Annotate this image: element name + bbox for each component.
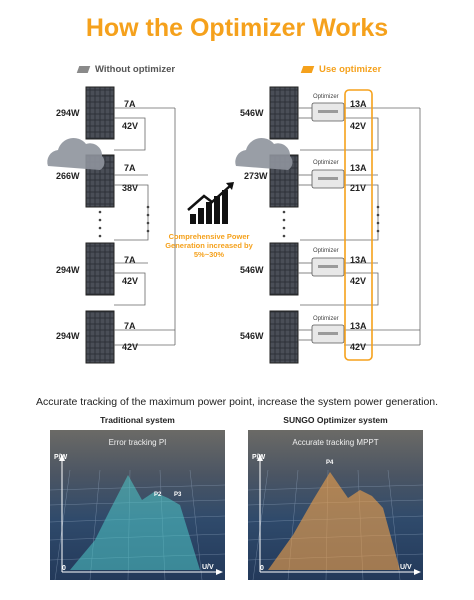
cloud-icon — [235, 138, 292, 170]
voltage-label: 21V — [350, 183, 367, 193]
current-label: 7A — [124, 255, 136, 265]
optimizer-label: Optimizer — [313, 316, 339, 322]
voltage-label: 42V — [350, 276, 367, 286]
voltage-label: 42V — [122, 276, 139, 286]
current-label: 7A — [124, 99, 136, 109]
traditional-system-title: Traditional system — [100, 415, 175, 425]
tracking-label: Error tracking PI — [108, 438, 167, 447]
x-axis-label: U/V — [202, 564, 214, 571]
growth-chart-icon — [188, 182, 234, 224]
panel-power-label: 273W — [244, 171, 268, 181]
x-axis-label: U/V — [400, 564, 412, 571]
point-label: P3 — [174, 492, 182, 498]
origin-label: 0 — [260, 565, 264, 572]
origin-label: 0 — [62, 565, 66, 572]
caption: Accurate tracking of the maximum power point, increase the system power generation. — [35, 396, 439, 408]
point-label: P2 — [154, 492, 162, 498]
solar-panel — [86, 311, 114, 363]
panel-power-label: 266W — [56, 171, 80, 181]
panel-power-label: 546W — [240, 331, 264, 341]
page-title: How the Optimizer Works — [85, 14, 389, 42]
solar-panel — [270, 243, 298, 295]
tracking-label: Accurate tracking MPPT — [292, 438, 379, 447]
voltage-label: 42V — [122, 121, 139, 131]
panel-power-label: 546W — [240, 265, 264, 275]
current-label: 13A — [350, 99, 367, 109]
panel-power-label: 546W — [240, 108, 264, 118]
voltage-label: 42V — [350, 342, 367, 352]
cloud-icon — [47, 138, 104, 170]
optimizer-system-title: SUNGO Optimizer system — [283, 415, 388, 425]
panel-power-label: 294W — [56, 108, 80, 118]
panel-power-label: 294W — [56, 331, 80, 341]
solar-panel — [86, 243, 114, 295]
point-label: P4 — [326, 460, 334, 466]
optimizer-system-photo — [248, 430, 423, 580]
traditional-system-photo — [50, 430, 225, 580]
power-increase-note: Comprehensive Power Generation increased by 5%~30% — [165, 232, 253, 259]
optimizer-label: Optimizer — [313, 160, 339, 166]
optimizer-label: Optimizer — [313, 94, 339, 100]
solar-panel — [270, 311, 298, 363]
voltage-label: 42V — [350, 121, 367, 131]
current-label: 7A — [124, 321, 136, 331]
y-axis-label: P/W — [252, 454, 266, 461]
current-label: 7A — [124, 163, 136, 173]
solar-panel — [270, 87, 298, 139]
voltage-label: 38V — [122, 183, 139, 193]
y-axis-label: P/W — [54, 454, 68, 461]
panel-power-label: 294W — [56, 265, 80, 275]
voltage-label: 42V — [122, 342, 139, 352]
optimizer-label: Optimizer — [313, 248, 339, 254]
solar-panel — [86, 87, 114, 139]
legend-without-label: Without optimizer — [95, 64, 176, 75]
legend-use-label: Use optimizer — [319, 64, 382, 75]
current-label: 13A — [350, 321, 367, 331]
current-label: 13A — [350, 163, 367, 173]
current-label: 13A — [350, 255, 367, 265]
